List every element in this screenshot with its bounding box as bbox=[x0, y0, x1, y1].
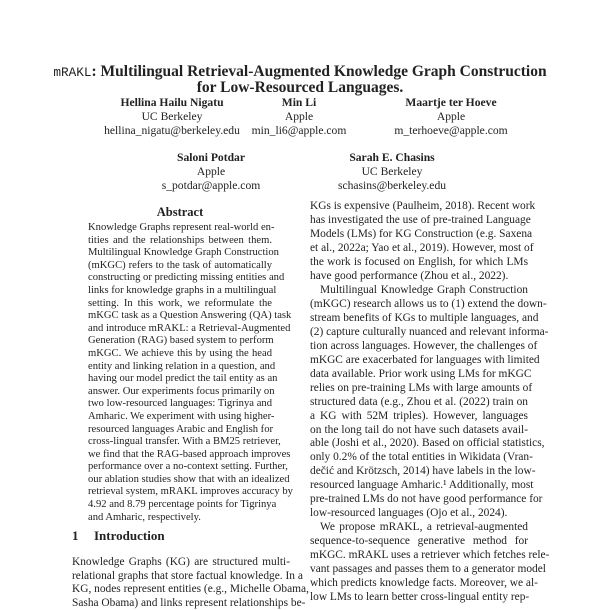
text-line: sequence-to-sequence generative method for bbox=[310, 535, 528, 548]
author-name: Sarah E. Chasins bbox=[349, 151, 435, 164]
text-line: a KG with 52M triples). However, languages bbox=[310, 409, 528, 422]
text-line: resourced languages Arabic and English for bbox=[88, 423, 274, 435]
text-line: links for knowledge graphs in a multilingual bbox=[88, 284, 277, 296]
author-name: Hellina Hailu Nigatu bbox=[120, 96, 224, 109]
text-line: mKGC are exacerbated for languages with limited bbox=[310, 353, 540, 366]
text-line: KGs is expensive (Paulheim, 2018). Recent work bbox=[310, 200, 536, 212]
text-line: stream benefits of KGs to multiple languages, and bbox=[310, 311, 539, 324]
section-title: Introduction bbox=[94, 528, 165, 543]
text-line: et al., 2022a; Yao et al., 2019). However, most of bbox=[310, 241, 534, 254]
paper-title bbox=[40, 64, 560, 95]
text-line: Models (LMs) for KG Construction (e.g. Saxena bbox=[310, 227, 533, 240]
text-line: Sasha Obama) and links represent relationships be- bbox=[72, 596, 306, 609]
author-email: schasins@berkeley.edu bbox=[337, 179, 447, 192]
text-line: mKGC. We achieve this by using the head bbox=[88, 347, 272, 359]
text-line: relational graphs that store factual knowledge. In a bbox=[72, 569, 303, 582]
text-line: our ablation studies show that with an idealized bbox=[88, 473, 290, 485]
author-email: hellina_nigatu@berkeley.edu bbox=[104, 124, 240, 137]
system-name: mRAKL bbox=[53, 65, 92, 80]
author-block bbox=[111, 151, 311, 193]
author-email: m_terhoeve@apple.com bbox=[394, 124, 508, 137]
author-name: Saloni Potdar bbox=[177, 151, 245, 164]
text-line: pre-trained LMs do not have good performance for bbox=[310, 493, 543, 506]
text-line: setting. In this work, we reformulate the bbox=[88, 297, 272, 309]
author-email: s_potdar@apple.com bbox=[161, 179, 261, 192]
text-line: low LMs to learn better cross-lingual entity rep- bbox=[310, 591, 530, 604]
text-line: (mKGC) research allows us to (1) extend the down- bbox=[310, 297, 547, 310]
title-line-2: for Low-Resourced Languages. bbox=[196, 79, 404, 96]
text-line: relies on pre-training LMs with large amounts of bbox=[310, 381, 533, 394]
text-line: (mKGC) refers to the task of automatically bbox=[88, 259, 272, 271]
text-line: Knowledge Graphs (KG) are structured multi- bbox=[72, 556, 290, 568]
text-line: and Amharic, respectively. bbox=[88, 511, 201, 523]
text-line: have good performance (Zhou et al., 2022). bbox=[310, 269, 509, 282]
text-line: having our model predict the tail entity as an bbox=[88, 373, 278, 385]
title-line-1 bbox=[40, 64, 560, 80]
abstract-body bbox=[88, 222, 293, 524]
text-line: tities and the relationships between them. bbox=[88, 234, 272, 246]
text-line: Knowledge Graphs represent real-world en- bbox=[88, 222, 275, 233]
text-line: and introduce mRAKL: a Retrieval-Augmented bbox=[88, 322, 291, 334]
text-line: the work is focused on English, for which LMs bbox=[310, 255, 528, 268]
text-line: tion across languages. However, the challenges of bbox=[310, 339, 538, 352]
right-column-body bbox=[310, 200, 550, 605]
author-email: min_li6@apple.com bbox=[251, 124, 347, 137]
text-line: vant passages and passes them to a generator model bbox=[310, 563, 546, 576]
text-line: performance over a no-context setting. Further, bbox=[88, 461, 288, 473]
author-block bbox=[292, 151, 492, 193]
text-line: Generation (RAG) based system to perform bbox=[88, 335, 274, 347]
introduction-body bbox=[72, 556, 309, 610]
text-line: cross-lingual transfer. With a BM25 retriever, bbox=[88, 436, 281, 448]
text-line: on the long tail do not have such datasets avail- bbox=[310, 423, 528, 436]
text-line: entity and linking relation in a question, and bbox=[88, 360, 276, 372]
text-line: Amharic. We experiment with using higher- bbox=[88, 410, 275, 422]
text-line: Multilingual Knowledge Graph Construction bbox=[88, 247, 279, 259]
text-line: retrieval system, mRAKL improves accuracy by bbox=[88, 486, 293, 498]
text-line: mKGC. mRAKL uses a retriever which fetches rele- bbox=[310, 549, 550, 562]
text-line: able (Joshi et al., 2020). Based on official statistics, bbox=[310, 437, 545, 450]
text-line: KG, nodes represent entities (e.g., Michelle Obama, bbox=[72, 583, 309, 596]
text-line: dečić and Krötzsch, 2014) have labels in the low- bbox=[310, 465, 536, 478]
author-affiliation: Apple bbox=[436, 110, 466, 123]
text-line: which predicts knowledge facts. Moreover, we al- bbox=[310, 577, 538, 590]
text-line: has investigated the use of pre-trained Language bbox=[310, 213, 531, 226]
introduction-heading bbox=[72, 528, 165, 544]
text-line: data available. Prior work using LMs for mKGC bbox=[310, 367, 532, 380]
text-line: 4.92 and 8.79 percentage points for Tigrinya bbox=[88, 499, 277, 511]
abstract-heading: Abstract bbox=[156, 205, 204, 219]
text-line: two low-resourced languages: Tigrinya and bbox=[88, 398, 272, 410]
text-line: We propose mRAKL, a retrieval-augmented bbox=[320, 521, 528, 534]
author-affiliation: UC Berkeley bbox=[141, 110, 203, 123]
title-line-1-text: : Multilingual Retrieval-Augmented Knowledge Graph Construction bbox=[91, 63, 547, 80]
text-line: answer. Our experiments focus primarily on bbox=[88, 385, 275, 397]
text-line: low-resourced languages (Ojo et al., 2024). bbox=[310, 507, 508, 520]
section-number: 1 bbox=[72, 528, 79, 543]
text-line: mKGC task as a Question Answering (QA) task bbox=[88, 310, 292, 322]
text-line: we find that the RAG-based approach improves bbox=[88, 448, 291, 460]
author-affiliation: UC Berkeley bbox=[361, 165, 423, 178]
text-line: (2) capture culturally nuanced and relevant informa- bbox=[310, 325, 549, 338]
text-line: structured data (e.g., Zhou et al. (2022) train on bbox=[310, 395, 528, 408]
text-line: constructing or predicting missing entities and bbox=[88, 272, 285, 284]
author-block bbox=[351, 96, 551, 138]
author-affiliation: Apple bbox=[284, 110, 314, 123]
author-affiliation: Apple bbox=[196, 165, 226, 178]
text-line: resourced language Amharic.¹ Additionally, most bbox=[310, 479, 534, 492]
text-line: only 0.2% of the total entities in Wikidata (Vran- bbox=[310, 451, 533, 464]
text-line: Multilingual Knowledge Graph Construction bbox=[320, 283, 528, 296]
author-name: Min Li bbox=[281, 96, 317, 109]
author-name: Maartje ter Hoeve bbox=[405, 96, 497, 109]
